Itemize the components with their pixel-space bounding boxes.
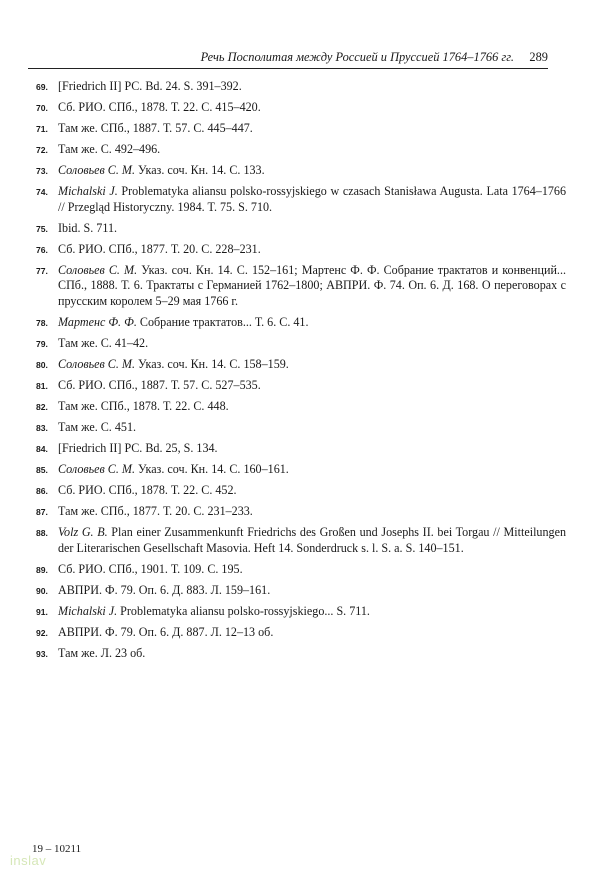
endnote-item	[28, 121, 566, 137]
endnote-text: Problematyka aliansu polsko-rossyjskiego... S. 711.	[120, 603, 370, 618]
endnote-number: 72.	[36, 144, 48, 155]
endnote-text: Там же. СПб., 1877. Т. 20. С. 231–233.	[58, 504, 253, 519]
endnote-item	[28, 263, 566, 310]
endnote-author: Соловьев С. М.	[58, 462, 135, 477]
endnote-text: Указ. соч. Кн. 14. С. 160–161.	[138, 462, 289, 477]
endnote-text: Там же. С. 41–42.	[58, 336, 149, 351]
endnote-number: 91.	[36, 606, 48, 617]
endnote-item	[28, 483, 566, 499]
endnote-item	[28, 315, 566, 331]
endnote-text: Сб. РИО. СПб., 1877. Т. 20. С. 228–231.	[58, 241, 261, 256]
endnote-text: АВПРИ. Ф. 79. Оп. 6. Д. 887. Л. 12–13 об.	[58, 624, 274, 639]
endnote-item	[28, 378, 566, 394]
endnote-text: Сб. РИО. СПб., 1878. Т. 22. С. 452.	[58, 483, 237, 498]
endnote-number: 71.	[36, 123, 48, 134]
endnote-number: 73.	[36, 165, 48, 176]
endnote-author: Соловьев С. М.	[58, 162, 135, 177]
endnote-number: 92.	[36, 627, 48, 638]
endnote-number: 77.	[36, 265, 48, 276]
endnote-author: Мартенс Ф. Ф.	[58, 315, 137, 330]
endnote-text: АВПРИ. Ф. 79. Оп. 6. Д. 883. Л. 159–161.	[58, 582, 271, 597]
endnote-text: Problematyka aliansu polsko-rossyjskiego w czasach Stanisława Augusta. Lata 1764–1766 // Przegląd Historyczny. 1984. T. 75. S. 710.	[58, 183, 567, 214]
endnote-number: 70.	[36, 102, 48, 113]
endnote-number: 86.	[36, 486, 48, 497]
printer-signature: 19 – 10211	[32, 843, 82, 855]
endnote-text: Plan einer Zusammenkunft Friedrichs des Großen und Josephs II. bei Torgau // Mitteilungen der Literarischen Gesellschaft Masovia. Heft 14. Sonderdruck s. l. S. a. S. 140–151.	[58, 525, 566, 555]
endnote-number: 74.	[36, 186, 48, 197]
endnote-number: 84.	[36, 444, 48, 455]
endnote-number: 76.	[36, 244, 48, 255]
endnote-item	[28, 504, 566, 520]
endnote-text: Там же. С. 451.	[58, 420, 137, 435]
endnote-text: Сб. РИО. СПб., 1878. Т. 22. С. 415–420.	[58, 99, 261, 114]
endnote-number: 87.	[36, 507, 48, 518]
endnote-author: Соловьев С. М.	[58, 262, 138, 277]
endnote-number: 88.	[36, 528, 48, 539]
endnote-text: Сб. РИО. СПб., 1887. Т. 57. С. 527–535.	[58, 378, 261, 393]
endnote-item	[28, 604, 566, 620]
page-number: 289	[529, 50, 548, 64]
endnote-item	[28, 525, 566, 557]
endnote-item	[28, 221, 566, 237]
endnote-number: 81.	[36, 381, 48, 392]
endnote-item	[28, 420, 566, 436]
endnote-text: Ibid. S. 711.	[58, 220, 118, 235]
endnote-number: 85.	[36, 465, 48, 476]
endnote-item	[28, 100, 566, 116]
endnotes-list	[28, 79, 566, 667]
endnote-text: Указ. соч. Кн. 14. С. 133.	[138, 162, 265, 177]
endnote-item	[28, 462, 566, 478]
endnote-text: [Friedrich II] PC. Bd. 24. S. 391–392.	[58, 79, 242, 93]
running-title: Речь Посполитая между Россией и Пруссией 1764–1766 гг.	[200, 50, 514, 64]
endnote-text: Там же. СПб., 1878. Т. 22. С. 448.	[58, 399, 229, 414]
endnote-item	[28, 562, 566, 578]
endnote-author: Michalski J.	[58, 603, 118, 618]
endnote-item	[28, 184, 566, 216]
endnote-number: 80.	[36, 360, 48, 371]
endnote-number: 69.	[36, 82, 48, 92]
endnote-number: 79.	[36, 339, 48, 350]
endnote-number: 90.	[36, 585, 48, 596]
endnote-text: Указ. соч. Кн. 14. С. 152–161; Мартенс Ф. Ф. Собрание трактатов и конвенций... СПб., 1888. Т. 6. Трактаты с Германией 1762–1800; АВПРИ. Ф. 74. Оп. 6. Д. 168. О переговорах с прусским королем 5–29 мая 1766 г.	[58, 262, 567, 309]
endnote-text: Сб. РИО. СПб., 1901. Т. 109. С. 195.	[58, 561, 243, 576]
endnote-number: 78.	[36, 318, 48, 329]
endnote-item	[28, 79, 566, 95]
endnote-text: Там же. Л. 23 об.	[58, 645, 146, 660]
running-head	[28, 48, 548, 69]
endnote-item	[28, 242, 566, 258]
endnote-author: Соловьев С. М.	[58, 357, 135, 372]
endnote-author: Volz G. B.	[58, 525, 108, 540]
endnote-text: Указ. соч. Кн. 14. С. 158–159.	[138, 357, 289, 372]
endnote-number: 82.	[36, 402, 48, 413]
endnote-text: Там же. С. 492–496.	[58, 141, 161, 156]
endnote-item	[28, 625, 566, 641]
endnote-item	[28, 336, 566, 352]
endnote-item	[28, 163, 566, 179]
endnote-number: 83.	[36, 423, 48, 434]
endnote-item	[28, 583, 566, 599]
endnote-item	[28, 357, 566, 373]
endnote-text: Собрание трактатов... Т. 6. С. 41.	[139, 315, 309, 330]
endnote-item	[28, 142, 566, 158]
endnote-number: 89.	[36, 564, 48, 575]
endnote-text: Там же. СПб., 1887. Т. 57. С. 445–447.	[58, 120, 253, 135]
endnote-item	[28, 646, 566, 662]
endnote-text: [Friedrich II] PC. Bd. 25, S. 134.	[58, 441, 218, 456]
endnote-author: Michalski J.	[58, 183, 118, 198]
endnote-number: 93.	[36, 648, 48, 659]
endnote-item	[28, 441, 566, 457]
endnote-number: 75.	[36, 223, 48, 234]
endnote-item	[28, 399, 566, 415]
watermark: inslav	[10, 853, 47, 868]
